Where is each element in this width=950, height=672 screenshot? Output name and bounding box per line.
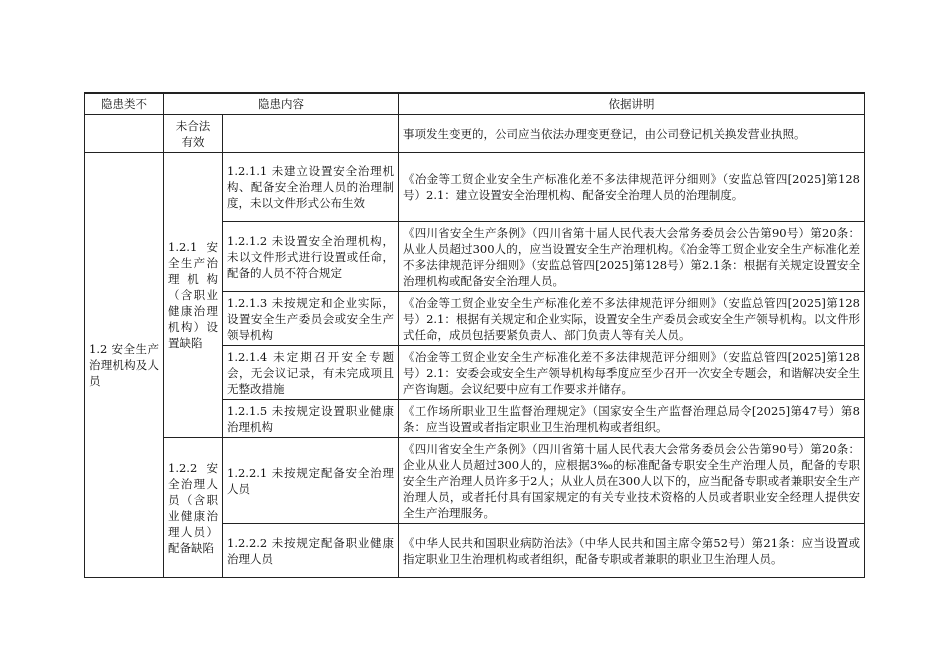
item-basis: 《工作场所职业卫生监督治理规定》（国家安全生产监督治理总局令[2025]第47号）第8条：应当设置或者指定职业卫生治理机构或者组织。 xyxy=(399,400,865,438)
hazard-table xyxy=(84,92,865,578)
item-basis: 《冶金等工贸企业安全生产标准化差不多法律规范评分细则》（安监总管四[2025]第128号）2.1：根据有关规定和企业实际，设置安全生产委员会或安全生产领导机构。以文件形式任命，成员包括要紧负责人、部门负责人等有关人员。 xyxy=(399,292,865,346)
item-content: 1.2.2.2 未按规定配备职业健康治理人员 xyxy=(223,524,399,578)
carry-content-cell xyxy=(223,115,399,153)
item-basis: 《四川省安全生产条例》（四川省第十届人民代表大会常务委员会公告第90号）第20条：从业人员超过300人的，应当设置安全生产治理机构。《冶金等工贸企业安全生产标准化差不多法律规范评分细则》（安监总管四[2025]第128号）第2.1条：根据有关规定设置安全治理机构或配备安全治理人员。 xyxy=(399,222,865,292)
item-content: 1.2.2.1 未按规定配备安全治理人员 xyxy=(223,438,399,524)
item-basis: 《冶金等工贸企业安全生产标准化差不多法律规范评分细则》（安监总管四[2025]第128号）2.1：安委会或安全生产领导机构每季度应至少召开一次安全专题会，和谐解决安全生产咨询题。会议纪要中应有工作要求并储存。 xyxy=(399,346,865,400)
header-row xyxy=(85,93,865,115)
carry-sub-cell: 未合法 有效 xyxy=(164,115,223,153)
header-hazard-category: 隐患类不 xyxy=(85,93,164,115)
item-basis: 《冶金等工贸企业安全生产标准化差不多法律规范评分细则》（安监总管四[2025]第128号）2.1：建立设置安全治理机构、配备安全治理人员的治理制度。 xyxy=(399,153,865,222)
item-content: 1.2.1.4 未定期召开安全专题会，无会议记录，有未完成项且无整改措施 xyxy=(223,346,399,400)
item-basis: 《中华人民共和国职业病防治法》（中华人民共和国主席令第52号）第21条：应当设置或指定职业卫生治理机构或者组织，配备专职或者兼职的职业卫生治理人员。 xyxy=(399,524,865,578)
item-content: 1.2.1.5 未按规定设置职业健康治理机构 xyxy=(223,400,399,438)
group-label: 1.2.1 安全生产治理机构（含职业健康治理机构）设置缺陷 xyxy=(164,153,223,438)
table-row xyxy=(85,153,865,222)
carry-category-cell xyxy=(85,115,164,153)
group-label: 1.2.2 安全治理人员（含职业健康治理人员）配备缺陷 xyxy=(164,438,223,578)
carry-basis-cell: 事项发生变更的，公司应当依法办理变更登记，由公司登记机关换发营业执照。 xyxy=(399,115,865,153)
item-basis: 《四川省安全生产条例》（四川省第十届人民代表大会常务委员会公告第90号）第20条：企业从业人员超过300人的，应根据3‰的标准配备专职安全生产治理人员，配备的专职安全生产治理人员许多于2人；从业人员在300人以下的，应当配备专职或者兼职安全生产治理人员，或者托付具有国家规定的有关专业技术资格的人员或者职业安全经理人提供安全生产治理服务。 xyxy=(399,438,865,524)
header-basis: 依据讲明 xyxy=(399,93,865,115)
table-row xyxy=(85,438,865,524)
header-hazard-content: 隐患内容 xyxy=(164,93,399,115)
item-content: 1.2.1.2 未设置安全治理机构，未以文件形式进行设置或任命，配备的人员不符合规定 xyxy=(223,222,399,292)
category-cell: 1.2 安全生产治理机构及人员 xyxy=(85,153,164,578)
carry-over-row xyxy=(85,115,865,153)
item-content: 1.2.1.1 未建立设置安全治理机构、配备安全治理人员的治理制度，未以文件形式公布生效 xyxy=(223,153,399,222)
item-content: 1.2.1.3 未按规定和企业实际，设置安全生产委员会或安全生产领导机构 xyxy=(223,292,399,346)
